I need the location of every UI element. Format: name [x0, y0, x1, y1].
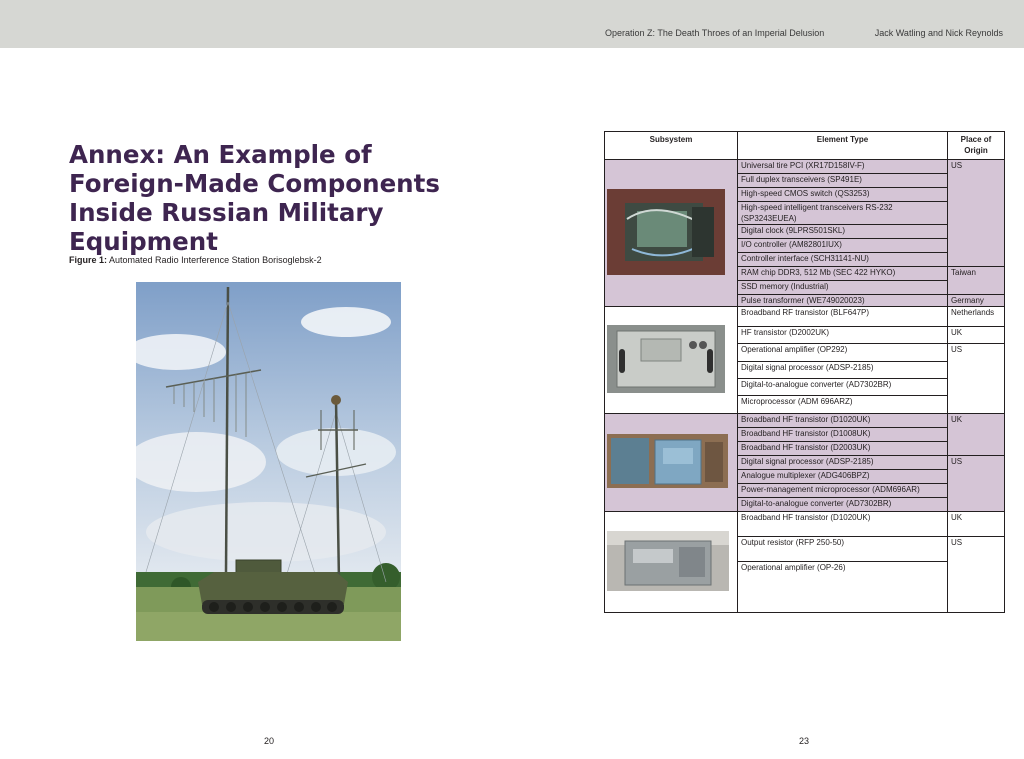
components-table — [604, 131, 1005, 613]
origin-cell: Taiwan — [948, 267, 1005, 295]
element-type-cell: Broadband HF transistor (D1008UK) — [738, 428, 948, 442]
element-type-cell: Broadband HF transistor (D1020UK) — [738, 414, 948, 428]
element-type-cell: Digital signal processor (ADSP-2185) — [738, 362, 948, 379]
running-title: Operation Z: The Death Throes of an Imperial Delusion — [605, 28, 825, 38]
origin-cell: US — [948, 344, 1005, 414]
element-type-cell: Power-management microprocessor (ADM696AR) — [738, 484, 948, 498]
element-type-cell: Broadband RF transistor (BLF647P) — [738, 307, 948, 327]
origin-cell: US — [948, 537, 1005, 613]
subsystem-cell — [605, 160, 738, 307]
element-type-cell: Full duplex transceivers (SP491E) — [738, 174, 948, 188]
figure-caption-text: Automated Radio Interference Station Borisoglebsk-2 — [109, 255, 322, 265]
element-type-cell: Operational amplifier (OP292) — [738, 344, 948, 362]
figure-caption — [69, 255, 322, 265]
table-body — [605, 160, 1005, 613]
header-place-of-origin: Place of Origin — [948, 132, 1005, 160]
table-row — [605, 160, 1005, 174]
subsystem-cell — [605, 414, 738, 512]
element-type-cell: High-speed CMOS switch (QS3253) — [738, 188, 948, 202]
circuit-board-photo — [607, 189, 725, 275]
running-authors: Jack Watling and Nick Reynolds — [874, 28, 1003, 38]
table-row — [605, 307, 1005, 327]
origin-cell: US — [948, 160, 1005, 267]
element-type-cell: RAM chip DDR3, 512 Mb (SEC 422 HYKO) — [738, 267, 948, 281]
element-type-cell: Broadband HF transistor (D1020UK) — [738, 512, 948, 537]
origin-cell: Netherlands — [948, 307, 1005, 327]
element-type-cell: Digital-to-analogue converter (AD7302BR) — [738, 379, 948, 396]
element-type-cell: High-speed intelligent transceivers RS-232 (SP3243EUEA) — [738, 202, 948, 225]
element-type-cell: Broadband HF transistor (D2003UK) — [738, 442, 948, 456]
origin-cell: UK — [948, 327, 1005, 344]
element-type-cell: HF transistor (D2002UK) — [738, 327, 948, 344]
element-type-cell: Digital-to-analogue converter (AD7302BR) — [738, 498, 948, 512]
header-element-type: Element Type — [738, 132, 948, 160]
left-page-number: 20 — [264, 736, 275, 746]
control-panel-photo — [607, 325, 725, 393]
components-table-wrapper — [604, 131, 1004, 608]
element-type-cell: Controller interface (SCH31141-NU) — [738, 253, 948, 267]
element-type-cell: Output resistor (RFP 250-50) — [738, 537, 948, 562]
element-type-cell: I/O controller (AM82801IUX) — [738, 239, 948, 253]
right-page-number: 23 — [799, 736, 810, 746]
subsystem-cell — [605, 512, 738, 613]
origin-cell: US — [948, 456, 1005, 512]
header-subsystem: Subsystem — [605, 132, 738, 160]
grey-unit-photo — [607, 531, 729, 591]
running-header-bar — [0, 0, 1024, 48]
element-type-cell: Universal tire PCI (XR17D158IV-F) — [738, 160, 948, 174]
element-type-cell: Pulse transformer (WE749020023) — [738, 295, 948, 307]
origin-cell: Germany — [948, 295, 1005, 307]
table-header-row — [605, 132, 1005, 160]
element-type-cell: SSD memory (Industrial) — [738, 281, 948, 295]
element-type-cell: Digital signal processor (ADSP-2185) — [738, 456, 948, 470]
figure-label: Figure 1: — [69, 255, 108, 265]
origin-cell: UK — [948, 512, 1005, 537]
borisoglebsk-photo — [136, 282, 401, 641]
origin-cell: UK — [948, 414, 1005, 456]
element-type-cell: Digital clock (9LPRS501SKL) — [738, 225, 948, 239]
subsystem-cell — [605, 307, 738, 414]
element-type-cell: Microprocessor (ADM 696ARZ) — [738, 396, 948, 414]
element-type-cell: Analogue multiplexer (ADG406BPZ) — [738, 470, 948, 484]
blue-module-photo — [607, 434, 728, 488]
table-row — [605, 414, 1005, 428]
annex-title: Annex: An Example of Foreign-Made Components Inside Russian Military Equipment — [69, 140, 440, 256]
element-type-cell: Operational amplifier (OP-26) — [738, 562, 948, 613]
table-row — [605, 512, 1005, 537]
